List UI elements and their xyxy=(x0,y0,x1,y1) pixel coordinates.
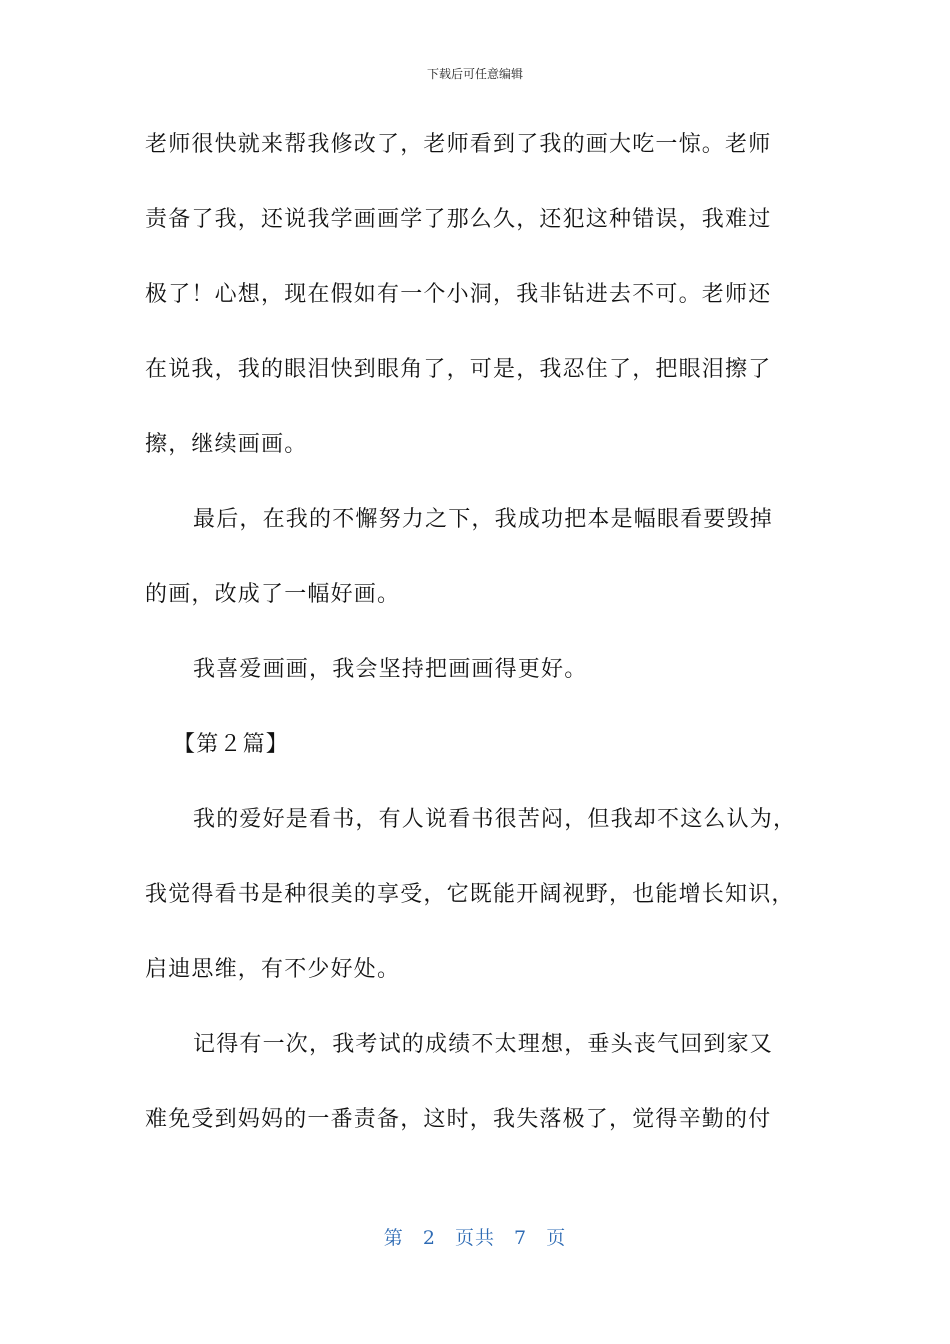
footer-suffix: 页 xyxy=(546,1227,567,1249)
section-heading: 【第２篇】 xyxy=(173,732,290,757)
document-body xyxy=(145,119,810,1169)
text-line: 最后，在我的不懈努力之下，我成功把本是幅眼看要毁掉 xyxy=(193,507,774,532)
page-header: 下载后可任意编辑 xyxy=(426,67,523,81)
page-footer xyxy=(0,1226,950,1250)
text-line: 难免受到妈妈的一番责备，这时，我失落极了，觉得辛勤的付 xyxy=(145,1107,772,1132)
text-line: 记得有一次，我考试的成绩不太理想，垂头丧气回到家又 xyxy=(193,1032,774,1057)
text-line: 我喜爱画画，我会坚持把画画得更好。 xyxy=(193,657,588,682)
footer-total-pages: 7 xyxy=(514,1227,528,1249)
footer-middle: 页共 xyxy=(454,1227,495,1249)
text-line: 擦，继续画画。 xyxy=(145,432,308,457)
text-line: 极了！心想，现在假如有一个小洞，我非钻进去不可。老师还 xyxy=(145,282,772,307)
text-line: 启迪思维，有不少好处。 xyxy=(145,957,401,982)
footer-prefix: 第 xyxy=(383,1227,404,1249)
text-line: 我觉得看书是种很美的享受，它既能开阔视野，也能增长知识， xyxy=(145,882,795,907)
text-line: 老师很快就来帮我修改了，老师看到了我的画大吃一惊。老师 xyxy=(145,132,772,157)
text-line: 在说我，我的眼泪快到眼角了，可是，我忍住了，把眼泪擦了 xyxy=(145,357,772,382)
footer-page-number: 2 xyxy=(422,1227,436,1249)
text-line: 我的爱好是看书，有人说看书很苦闷，但我却不这么认为， xyxy=(193,807,797,832)
text-line: 的画，改成了一幅好画。 xyxy=(145,582,401,607)
text-line: 责备了我，还说我学画画学了那么久，还犯这种错误，我难过 xyxy=(145,207,772,232)
